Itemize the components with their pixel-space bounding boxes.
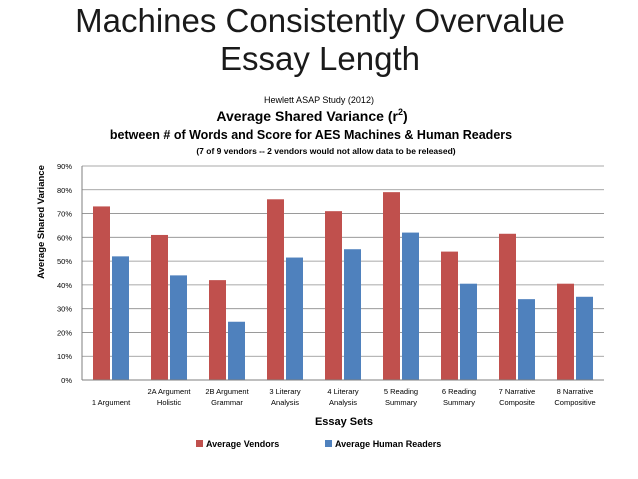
chart-source: Hewlett ASAP Study (2012) — [264, 95, 374, 105]
y-tick-label: 60% — [56, 233, 72, 243]
chart-title-end: ) — [402, 108, 408, 124]
y-tick-label: 50% — [56, 257, 72, 267]
bar-average-human-readers — [402, 233, 419, 380]
y-tick-label: 0% — [61, 376, 72, 385]
x-tick-label: 4 Literary — [327, 387, 359, 396]
bar-average-vendors — [267, 199, 284, 380]
bar-average-vendors — [383, 192, 400, 380]
y-tick-label: 70% — [56, 209, 72, 219]
y-tick-label: 40% — [56, 280, 72, 290]
legend-label: Average Vendors — [206, 439, 280, 449]
x-tick-label: Analysis — [329, 398, 357, 407]
bar-average-vendors — [151, 235, 168, 380]
bar-average-vendors — [93, 206, 110, 380]
x-tick-label: Grammar — [211, 398, 243, 407]
chart-title-superscript: 2 — [397, 107, 403, 117]
x-tick-label: 2A Argument — [147, 387, 191, 396]
bar-average-human-readers — [228, 322, 245, 380]
x-tick-label: Composite — [499, 398, 535, 407]
bar-average-human-readers — [518, 299, 535, 380]
x-tick-label: Summary — [442, 398, 476, 407]
bar-average-human-readers — [170, 275, 187, 380]
y-tick-label: 90% — [56, 162, 72, 171]
x-tick-label: 7 Narrative — [498, 387, 536, 396]
y-tick-label: 30% — [56, 304, 72, 314]
y-tick-label: 80% — [56, 185, 72, 195]
x-tick-label: 2B Argument — [205, 387, 249, 396]
bar-average-human-readers — [576, 297, 593, 380]
bar-average-vendors — [557, 284, 574, 380]
chart-note: (7 of 9 vendors -- 2 vendors would not allow data to be released) — [196, 146, 456, 156]
bar-average-vendors — [441, 252, 458, 380]
bar-average-vendors — [325, 211, 342, 380]
x-axis-label: Essay Sets — [314, 416, 374, 428]
legend-swatch — [325, 440, 332, 447]
x-tick-label: Compositive — [554, 398, 596, 407]
x-tick-label: 1 Argument — [91, 398, 131, 407]
chart-title-main: Average Shared Variance (r — [216, 108, 398, 124]
legend-swatch — [196, 440, 203, 447]
slide-title-line-2: Essay Length — [220, 40, 420, 77]
bar-average-human-readers — [286, 258, 303, 380]
y-tick-label: 20% — [56, 328, 72, 338]
slide-title-line-1: Machines Consistently Overvalue — [75, 2, 565, 39]
chart-title — [216, 107, 407, 124]
x-tick-label: 8 Narrative — [556, 387, 594, 396]
x-tick-label: 6 Reading — [441, 387, 477, 396]
x-tick-label: 5 Reading — [383, 387, 419, 396]
bar-average-vendors — [209, 280, 226, 380]
y-tick-label: 10% — [56, 352, 72, 362]
x-tick-label: Summary — [384, 398, 418, 407]
bar-average-human-readers — [344, 249, 361, 380]
x-tick-label: Analysis — [271, 398, 299, 407]
chart-subtitle: between # of Words and Score for AES Machines & Human Readers — [109, 128, 513, 142]
x-tick-label: Holistic — [156, 398, 182, 407]
y-axis-label: Average Shared Variance — [36, 165, 47, 279]
bar-average-human-readers — [112, 256, 129, 380]
bar-average-human-readers — [460, 284, 477, 380]
x-tick-label: 3 Literary — [269, 387, 301, 396]
legend-label: Average Human Readers — [335, 439, 442, 449]
bar-average-vendors — [499, 234, 516, 380]
